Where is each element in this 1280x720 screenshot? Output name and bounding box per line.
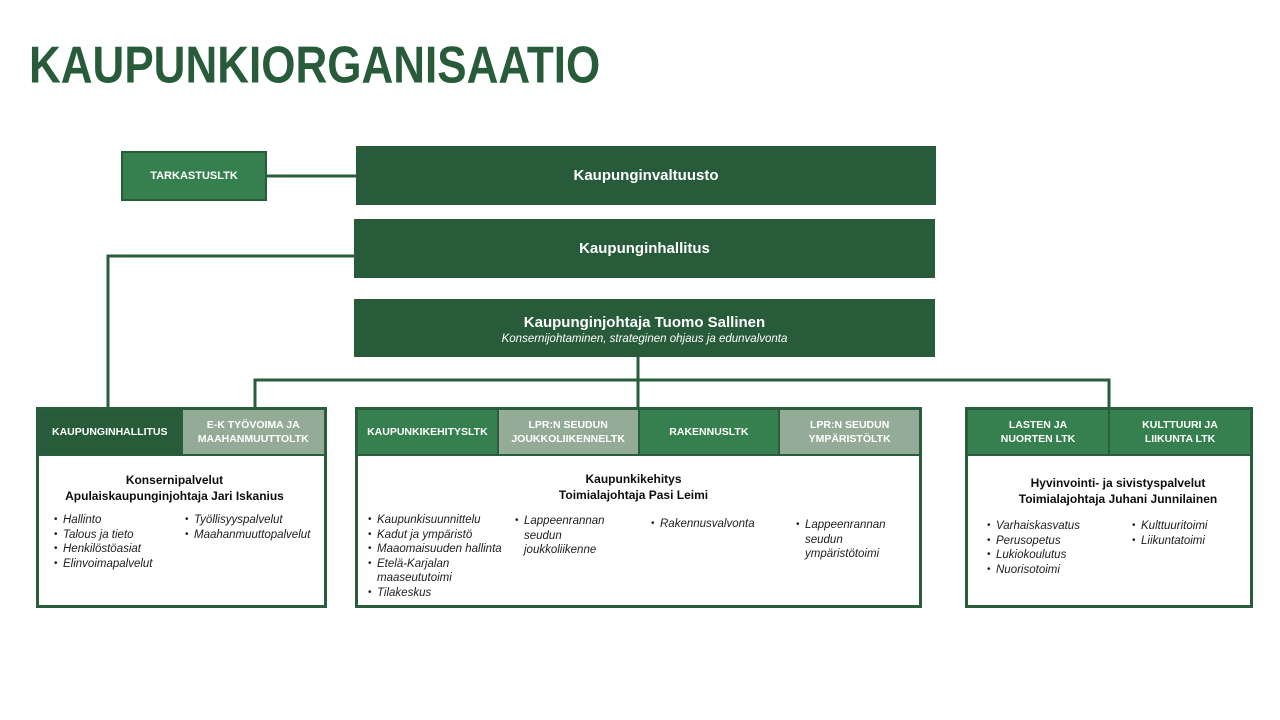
- city-board-box: [354, 219, 935, 278]
- service-item: • Kulttuuritoimi: [1132, 519, 1242, 534]
- city-council-label: Kaupunginvaltuusto: [573, 167, 719, 184]
- service-item: • Nuorisotoimi: [987, 563, 1127, 578]
- service-list: [651, 517, 781, 532]
- division-name: Kaupunkikehitys: [585, 472, 682, 486]
- committee-lasten-ja-nuorten: [968, 410, 1108, 454]
- division-heading: [968, 475, 1250, 507]
- mayor-box: [354, 299, 935, 357]
- service-item: • Talous ja tieto: [54, 528, 189, 543]
- committee-label: KAUPUNGINHALLITUS: [52, 426, 168, 438]
- service-item: • Henkilöstöasiat: [54, 542, 189, 557]
- committee-label: E-K TYÖVOIMA JA MAAHANMUUTTOLTK: [197, 419, 309, 445]
- service-item: • Elinvoimapalvelut: [54, 557, 189, 572]
- sivistyspalvelut-committees: [968, 410, 1250, 456]
- committee-label: LPR:N SEUDUN JOUKKOLIIKENNELTK: [511, 419, 625, 445]
- service-item: • Maahanmuuttopalvelut: [185, 528, 320, 543]
- committee-label: RAKENNUSLTK: [669, 426, 749, 438]
- committee-label: LPR:N SEUDUN YMPÄRISTÖLTK: [808, 419, 891, 445]
- division-head: Toimialajohtaja Pasi Leimi: [558, 488, 709, 502]
- service-item: • Työllisyyspalvelut: [185, 513, 320, 528]
- division-name: Hyvinvointi- ja sivistyspalvelut: [1030, 476, 1206, 490]
- konsernipalvelut-group: [36, 407, 327, 608]
- service-item: • Hallinto: [54, 513, 189, 528]
- division-head: Apulaiskaupunginjohtaja Jari Iskanius: [65, 489, 284, 503]
- committee-rakennus: [638, 410, 779, 454]
- committee-kulttuuri-ja-liikunta: [1108, 410, 1250, 454]
- service-item: • Rakennusvalvonta: [651, 517, 781, 532]
- service-item: • Kaupunkisuunnittelu: [368, 513, 509, 528]
- city-council-box: [356, 146, 936, 205]
- service-item: • Tilakeskus: [368, 586, 509, 601]
- service-item: • Perusopetus: [987, 534, 1127, 549]
- service-list: [987, 519, 1127, 577]
- service-item: • Kadut ja ympäristö: [368, 528, 509, 543]
- committee-ek-tyovoima-maahanmuutto: [181, 410, 325, 454]
- service-list: [185, 513, 320, 542]
- mayor-title: Kaupunginjohtaja Tuomo Sallinen: [523, 313, 766, 331]
- kaupunkikehitys-group: [355, 407, 922, 608]
- sivistyspalvelut-group: [965, 407, 1253, 608]
- committee-ymparisto: [778, 410, 919, 454]
- service-list: [515, 514, 619, 558]
- service-list: [54, 513, 189, 571]
- division-head: Toimialajohtaja Juhani Junnilainen: [1018, 492, 1218, 506]
- committee-label: KULTTUURI JA LIIKUNTA LTK: [1142, 419, 1218, 445]
- committee-label: KAUPUNKIKEHITYSLTK: [367, 426, 488, 438]
- service-item: • Liikuntatoimi: [1132, 534, 1242, 549]
- service-list: [368, 513, 509, 600]
- konsernipalvelut-committees: [39, 410, 324, 456]
- kaupunkikehitys-committees: [358, 410, 919, 456]
- service-list: [1132, 519, 1242, 548]
- committee-joukkoliikenne: [497, 410, 638, 454]
- service-item: • Lukiokoulutus: [987, 548, 1127, 563]
- division-heading: [39, 472, 324, 504]
- page-title: KAUPUNKIORGANISAATIO: [29, 36, 601, 95]
- committee-kaupunkikehitys: [358, 410, 497, 454]
- service-list: [796, 518, 900, 562]
- service-item: • Maaomaisuuden hallinta: [368, 542, 509, 557]
- committee-label: LASTEN JA NUORTEN LTK: [1000, 419, 1076, 445]
- mayor-responsibilities: Konsernijohtaminen, strateginen ohjaus ja edunvalvonta: [501, 332, 788, 345]
- service-item: • Etelä-Karjalan maaseututoimi: [368, 557, 509, 586]
- service-item: • Lappeenrannan seudun ympäristötoimi: [796, 518, 900, 562]
- division-heading: [358, 471, 919, 503]
- service-item: • Lappeenrannan seudun joukkoliikenne: [515, 514, 619, 558]
- audit-committee-label: TARKASTUSLTK: [150, 170, 238, 182]
- audit-committee-box: [121, 151, 267, 201]
- division-name: Konsernipalvelut: [125, 473, 224, 487]
- city-board-label: Kaupunginhallitus: [579, 240, 710, 257]
- service-item: • Varhaiskasvatus: [987, 519, 1127, 534]
- committee-kaupunginhallitus: [39, 410, 181, 454]
